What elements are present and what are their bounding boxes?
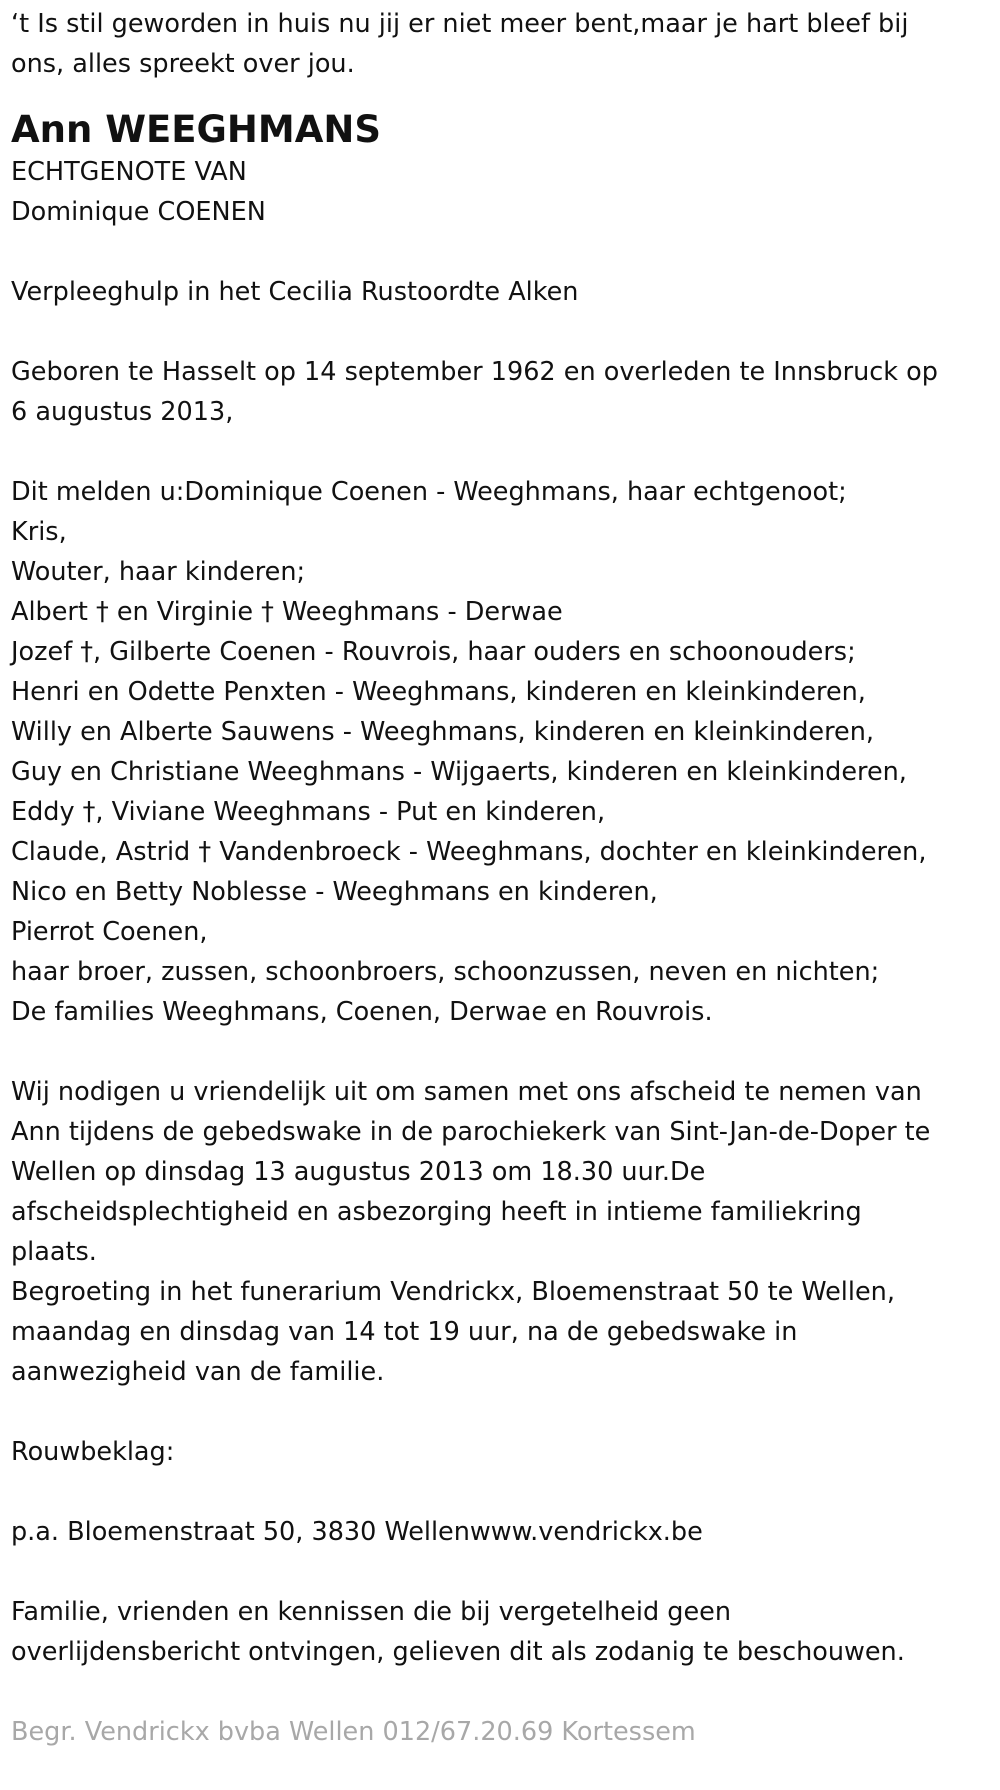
family-line: Guy en Christiane Weeghmans - Wijgaerts, kinderen en kleinkinderen,	[11, 757, 907, 787]
family-line: Albert † en Virginie † Weeghmans - Derwae	[11, 597, 563, 627]
spacer	[11, 1552, 991, 1592]
family-line: Jozef †, Gilberte Coenen - Rouvrois, haar ouders en schoonouders;	[11, 637, 856, 667]
notice-line: Familie, vrienden en kennissen die bij vergetelheid geen	[11, 1597, 731, 1627]
deceased-name: Ann WEEGHMANS	[11, 108, 381, 151]
family-line: haar broer, zussen, schoonbroers, schoonzussen, neven en nichten;	[11, 957, 880, 987]
invitation-line: aanwezigheid van de familie.	[11, 1357, 385, 1387]
invitation-line: maandag en dinsdag van 14 tot 19 uur, na de gebedswake in	[11, 1317, 798, 1347]
spacer	[11, 312, 991, 352]
invitation-line: Ann tijdens de gebedswake in de parochiekerk van Sint-Jan-de-Doper te	[11, 1117, 931, 1147]
family-line: Kris,	[11, 517, 67, 547]
obituary-content	[11, 4, 991, 1752]
undertaker-footer: Begr. Vendrickx bvba Wellen 012/67.20.69 Kortessem	[11, 1717, 696, 1747]
spacer	[11, 232, 991, 272]
spacer	[11, 1472, 991, 1512]
condolence-address: p.a. Bloemenstraat 50, 3830 Wellenwww.vendrickx.be	[11, 1517, 703, 1547]
invitation-line: plaats.	[11, 1237, 97, 1267]
invitation-line: Begroeting in het funerarium Vendrickx, Bloemenstraat 50 te Wellen,	[11, 1277, 895, 1307]
intro-verse	[11, 4, 991, 84]
family-line: Pierrot Coenen,	[11, 917, 208, 947]
family-line: Eddy †, Viviane Weeghmans - Put en kinderen,	[11, 797, 606, 827]
invitation-line: Wellen op dinsdag 13 augustus 2013 om 18.30 uur.De	[11, 1157, 706, 1187]
intro-line: ons, alles spreekt over jou.	[11, 49, 355, 79]
spacer	[11, 1032, 991, 1072]
intro-line: ‘t Is stil geworden in huis nu jij er niet meer bent,maar je hart bleef bij	[11, 9, 909, 39]
spacer	[11, 432, 991, 472]
spacer	[11, 1392, 991, 1432]
invitation-text	[11, 1072, 991, 1392]
birth-death-info	[11, 352, 991, 432]
family-list	[11, 472, 991, 1032]
notice-text	[11, 1592, 991, 1672]
invitation-line: Wij nodigen u vriendelijk uit om samen met ons afscheid te nemen van	[11, 1077, 922, 1107]
birth-death-line: Geboren te Hasselt op 14 september 1962 en overleden te Innsbruck op	[11, 357, 938, 387]
family-line: Henri en Odette Penxten - Weeghmans, kinderen en kleinkinderen,	[11, 677, 866, 707]
spouse-name: Dominique COENEN	[11, 197, 266, 227]
spacer	[11, 1672, 991, 1712]
family-line: Claude, Astrid † Vandenbroeck - Weeghmans, dochter en kleinkinderen,	[11, 837, 927, 867]
family-line: Nico en Betty Noblesse - Weeghmans en kinderen,	[11, 877, 658, 907]
occupation: Verpleeghulp in het Cecilia Rustoordte Alken	[11, 277, 579, 307]
notice-line: overlijdensbericht ontvingen, gelieven dit als zodanig te beschouwen.	[11, 1637, 905, 1667]
relation-label: ECHTGENOTE VAN	[11, 157, 247, 187]
family-line: De families Weeghmans, Coenen, Derwae en Rouvrois.	[11, 997, 713, 1027]
invitation-line: afscheidsplechtigheid en asbezorging heeft in intieme familiekring	[11, 1197, 862, 1227]
family-line: Willy en Alberte Sauwens - Weeghmans, kinderen en kleinkinderen,	[11, 717, 874, 747]
condolence-label: Rouwbeklag:	[11, 1437, 175, 1467]
family-line: Dit melden u:Dominique Coenen - Weeghmans, haar echtgenoot;	[11, 477, 847, 507]
family-line: Wouter, haar kinderen;	[11, 557, 306, 587]
birth-death-line: 6 augustus 2013,	[11, 397, 234, 427]
